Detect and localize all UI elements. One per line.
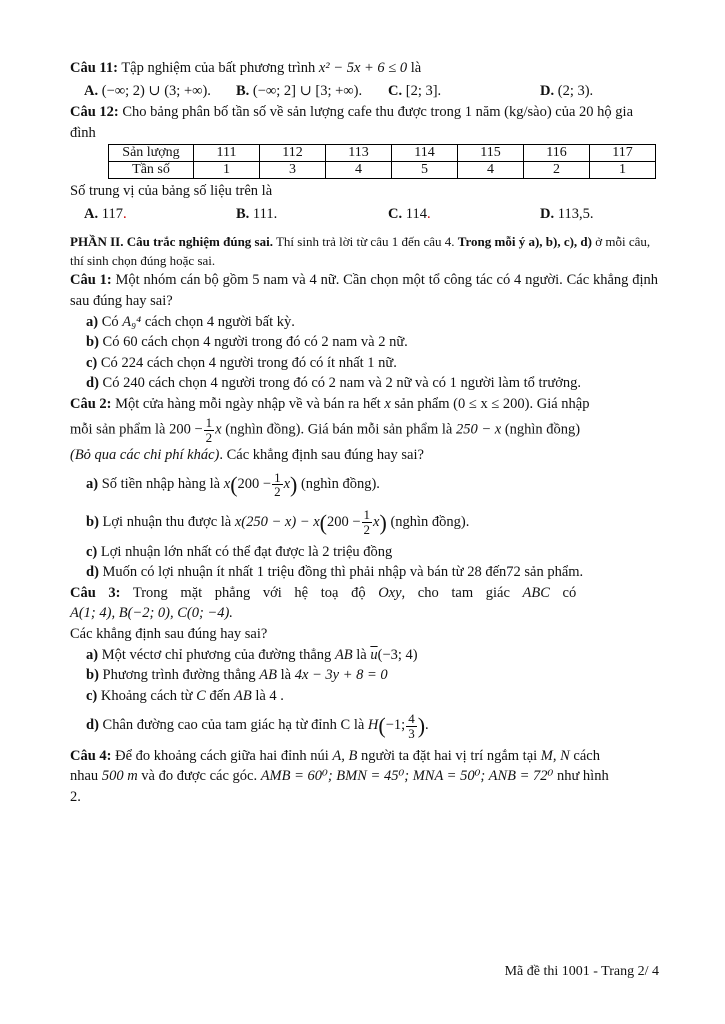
c3-question: Các khẳng định sau đúng hay sai? bbox=[70, 626, 268, 643]
c1-item-b: b) Có 60 cách chọn 4 người trong đó có 2 nam và 2 nữ. bbox=[86, 334, 408, 351]
q12-stem bbox=[70, 102, 658, 143]
table-cell: 115 bbox=[458, 145, 524, 162]
q11-option-d[interactable]: D. (2; 3). bbox=[540, 82, 594, 99]
q12-question: Số trung vị của bảng số liệu trên là bbox=[70, 183, 273, 200]
q11-text: Tập nghiệm của bất phương trình bbox=[121, 60, 316, 76]
c3-points: A(1; 4), B(−2; 0), C(0; −4). bbox=[70, 605, 233, 622]
table-cell: 2 bbox=[524, 162, 590, 179]
c1-stem: Câu 1: Một nhóm cán bộ gồm 5 nam và 4 nữ. Cần chọn một tổ công tác có 4 người. Các khẳng định sau đúng hay sai? bbox=[70, 272, 658, 309]
table-cell: 1 bbox=[590, 162, 656, 179]
c1-item-d: d) Có 240 cách chọn 4 người trong đó có 2 nam và 2 nữ và có 1 người làm tổ trưởng. bbox=[86, 375, 582, 392]
table-header-cell: Sản lượng bbox=[109, 145, 194, 162]
c2-item-d: d) Muốn có lợi nhuận ít nhất 1 triệu đồng thì phải nhập và bán từ 28 đến72 sản phẩm. bbox=[86, 564, 584, 581]
q12-label: Câu 12: bbox=[70, 104, 119, 121]
table-cell: 3 bbox=[260, 162, 326, 179]
table-cell: 113 bbox=[326, 145, 392, 162]
c3-line1: Câu 3: Trong mặt phẳng với hệ toạ độ Oxy, cho tam giác ABC có bbox=[70, 584, 577, 601]
c2-item-c: c) Lợi nhuận lớn nhất có thể đạt được là 2 triệu đồng bbox=[86, 543, 393, 560]
q12-option-b[interactable]: B. 111. bbox=[236, 205, 278, 222]
part2-title: PHẦN II. Câu trắc nghiệm đúng sai. bbox=[70, 234, 273, 250]
table-cell: 114 bbox=[392, 145, 458, 162]
q12-option-a[interactable]: A. 117. bbox=[84, 205, 127, 222]
c4-line1: Câu 4: Để đo khoảng cách giữa hai đỉnh núi A, B người ta đặt hai vị trí ngắm tại M, N cách bbox=[70, 747, 600, 764]
table-row bbox=[109, 162, 656, 179]
table-cell: 4 bbox=[326, 162, 392, 179]
table-cell: 111 bbox=[194, 145, 260, 162]
c3-item-b: b) Phương trình đường thẳng AB là 4x − 3y + 8 = 0 bbox=[86, 667, 388, 684]
c3-item-c: c) Khoảng cách từ C đến AB là 4 . bbox=[86, 687, 284, 704]
q11-options bbox=[70, 81, 658, 102]
c2-line1: Câu 2: Một cửa hàng mỗi ngày nhập về và bán ra hết x sản phẩm (0 ≤ x ≤ 200). Giá nhập bbox=[70, 395, 590, 412]
q12-option-d[interactable]: D. 113,5. bbox=[540, 205, 594, 222]
c2-item-b: b) Lợi nhuận thu được là x(250 − x) − x(200 − $\frac{1}{2}$ x) (nghìn đồng). bbox=[86, 507, 470, 537]
table-row bbox=[109, 145, 656, 162]
c3-item-d: d) Chân đường cao của tam giác hạ từ đỉnh C là H(−1; $\frac{4}{3}$ ). bbox=[86, 710, 429, 741]
q11-option-a[interactable]: A. (−∞; 2) ∪ (3; +∞). bbox=[84, 82, 211, 99]
c2-item-a: a) Số tiền nhập hàng là x(200 − $\frac{1}{2}$ x) (nghìn đồng). bbox=[86, 469, 380, 500]
q12-text: Cho bảng phân bố tần số về sản lượng cafe thu được trong 1 năm (kg/sào) của 20 hộ gia đình bbox=[70, 104, 634, 141]
q11-expr: x² − 5x + 6 ≤ 0 bbox=[318, 60, 408, 76]
frequency-table bbox=[108, 144, 656, 179]
q11-tail: là bbox=[410, 60, 422, 76]
c3-item-a: a) Một véctơ chỉ phương của đường thẳng AB là $\overline{u}(-3$; 4) bbox=[86, 646, 418, 663]
exam-page bbox=[70, 58, 658, 807]
c4-line3: 2. bbox=[70, 788, 81, 805]
table-header-cell: Tần số bbox=[109, 162, 194, 179]
q12-options bbox=[70, 204, 658, 225]
c2-line3: (Bỏ qua các chi phí khác). Các khẳng định sau đúng hay sai? bbox=[70, 446, 424, 463]
q11-stem bbox=[70, 58, 658, 79]
q11-option-b[interactable]: B. (−∞; 2] ∪ [3; +∞). bbox=[236, 82, 363, 99]
table-cell: 112 bbox=[260, 145, 326, 162]
table-cell: 1 bbox=[194, 162, 260, 179]
part2-heading: PHẦN II. Câu trắc nghiệm đúng sai. Thí sinh trả lời từ câu 1 đến câu 4. Trong mỗi ý a), b), c), d) ở mỗi câu, thí sinh chọn đúng hoặc sai. bbox=[70, 234, 651, 268]
c1-item-c: c) Có 224 cách chọn 4 người trong đó có ít nhất 1 nữ. bbox=[86, 354, 397, 371]
c1-label: Câu 1: bbox=[70, 272, 112, 289]
q11-option-c[interactable]: C. [2; 3]. bbox=[388, 82, 442, 99]
table-cell: 116 bbox=[524, 145, 590, 162]
page-footer: Mã đề thi 1001 - Trang 2/ 4 bbox=[504, 964, 659, 979]
table-cell: 4 bbox=[458, 162, 524, 179]
c1-item-a: a) Có A₉⁴ cách chọn 4 người bất kỳ. bbox=[86, 313, 295, 330]
q12-option-c[interactable]: C. 114. bbox=[388, 205, 431, 222]
c2-line2: mỗi sản phẩm là 200 − $\frac{1}{2}$ x (nghìn đồng). Giá bán mỗi sản phẩm là 250 − x (nghìn đồng) bbox=[70, 415, 581, 446]
table-cell: 117 bbox=[590, 145, 656, 162]
q11-label: Câu 11: bbox=[70, 60, 118, 76]
table-cell: 5 bbox=[392, 162, 458, 179]
c4-line2: nhau 500 m và đo được các góc. AMB = 60⁰; BMN = 45⁰; MNA = 50⁰; ANB = 72⁰ như hình bbox=[70, 768, 609, 785]
